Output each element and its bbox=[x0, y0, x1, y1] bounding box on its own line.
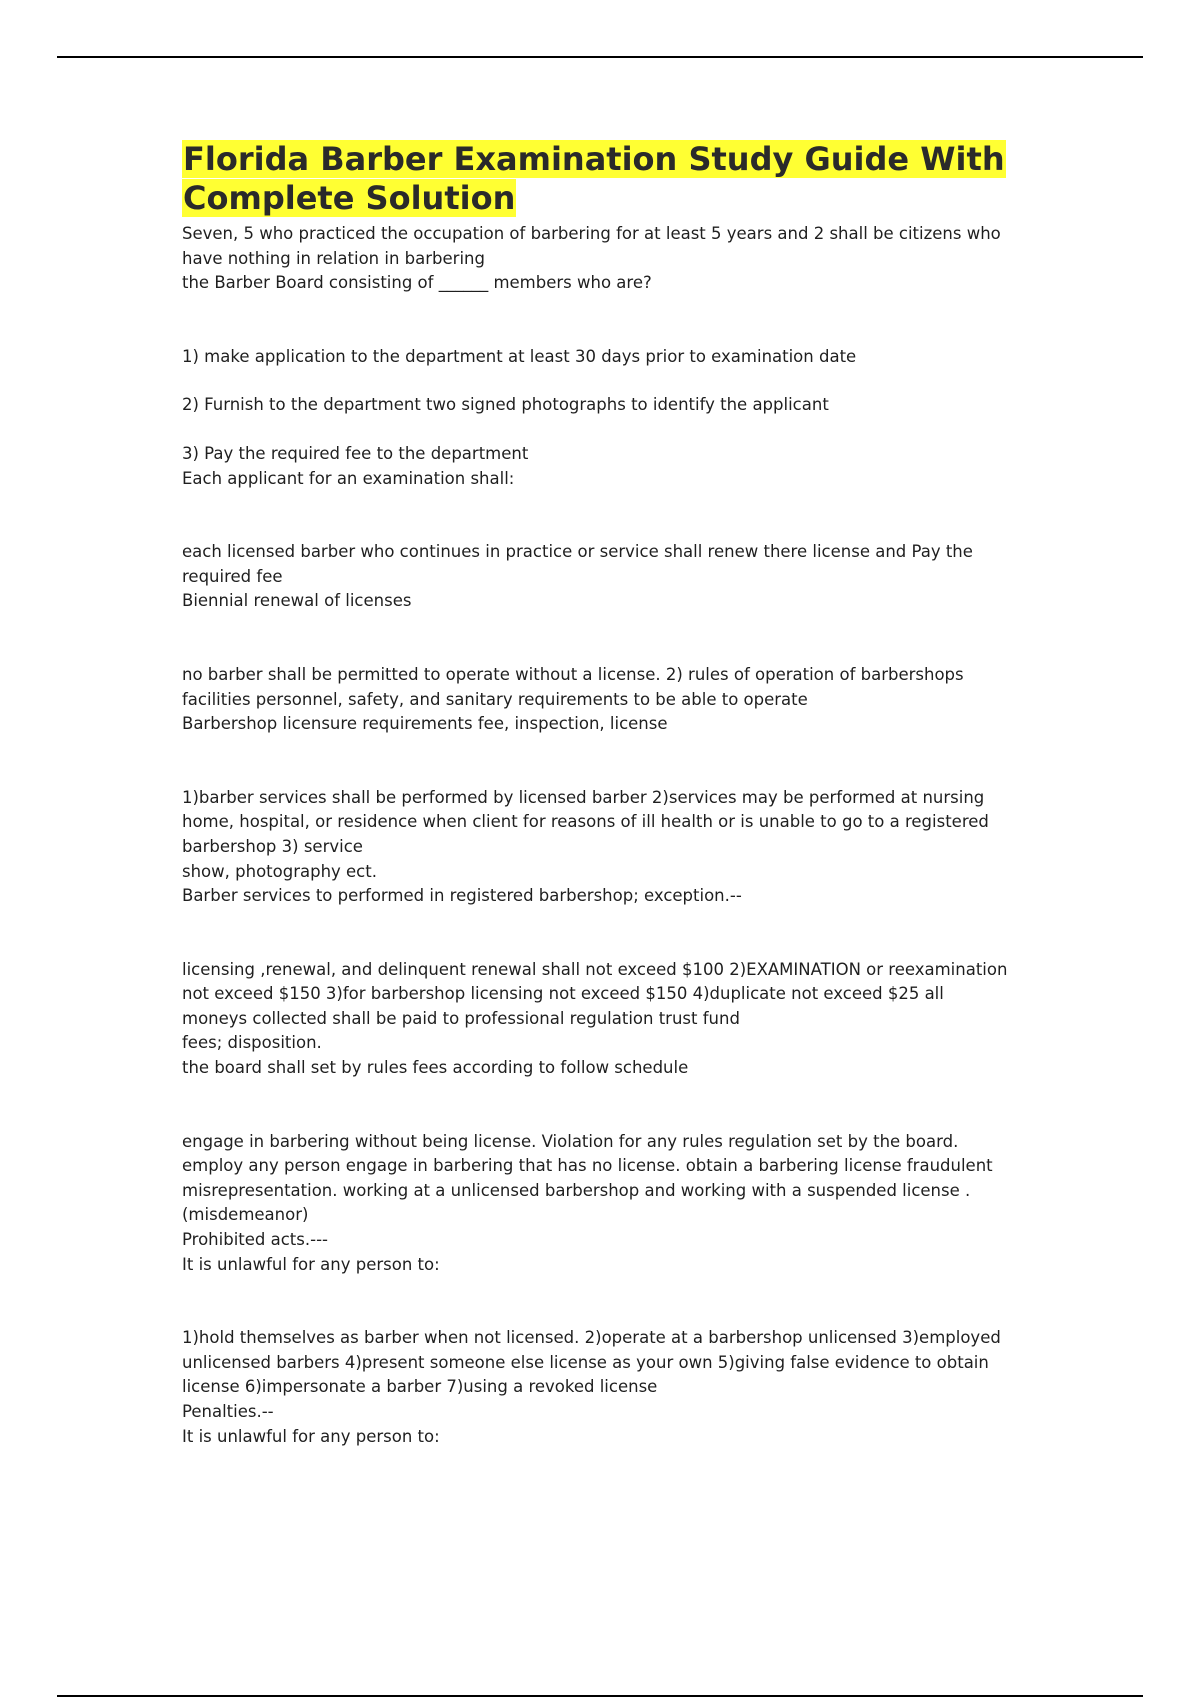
answer-text: show, photography ect. bbox=[182, 861, 377, 881]
question-text: Each applicant for an examination shall: bbox=[182, 468, 515, 488]
qa-entry bbox=[182, 540, 1014, 614]
answer-text: 2) Furnish to the department two signed photographs to identify the applicant bbox=[182, 395, 829, 415]
document-body bbox=[182, 140, 1014, 1449]
question-text: It is unlawful for any person to: bbox=[182, 1254, 440, 1274]
question-text: It is unlawful for any person to: bbox=[182, 1426, 440, 1446]
answer-text: licensing ,renewal, and delinquent renewal shall not exceed $100 2)EXAMINATION or reexamination not exceed $150 3)for barbershop licensing not exceed $150 4)duplicate not exceed $25 all moneys collected shall be paid to professional regulation trust fund bbox=[182, 959, 1008, 1028]
question-text: Biennial renewal of licenses bbox=[182, 591, 412, 611]
blank-line bbox=[182, 418, 1014, 442]
answer-text: engage in barbering without being license. Violation for any rules regulation set by the board. employ any person engage in barbering that has no license. obtain a barbering license fraudulent misrepresentation. working at a unlicensed barbershop and working with a suspended license . (misdemeanor) bbox=[182, 1131, 993, 1225]
title-highlight: Florida Barber Examination Study Guide With Complete Solution bbox=[183, 140, 1005, 217]
question-text: the Barber Board consisting of ______ members who are? bbox=[182, 273, 652, 293]
answer-text: 1)hold themselves as barber when not licensed. 2)operate at a barbershop unlicensed 3)employed unlicensed barbers 4)present someone else license as your own 5)giving false evidence to obtain license 6)impersonate a barber 7)using a revoked license bbox=[182, 1328, 1001, 1397]
bottom-rule bbox=[57, 1695, 1143, 1697]
qa-entry bbox=[182, 786, 1014, 909]
question-text: the board shall set by rules fees according to follow schedule bbox=[182, 1058, 689, 1078]
question-text: fees; disposition. bbox=[182, 1033, 322, 1053]
question-text: Penalties.-- bbox=[182, 1402, 274, 1421]
answer-text: 1)barber services shall be performed by licensed barber 2)services may be performed at nursing home, hospital, or residence when client for reasons of ill health or is unable to go to a registered barbershop 3) service bbox=[182, 787, 989, 856]
question-text: Prohibited acts.--- bbox=[182, 1230, 328, 1250]
qa-entry bbox=[182, 663, 1014, 737]
question-text: Barber services to performed in registered barbershop; exception.-- bbox=[182, 886, 742, 906]
answer-text: 1) make application to the department at least 30 days prior to examination date bbox=[182, 346, 857, 366]
blank-line bbox=[182, 369, 1014, 393]
qa-entry bbox=[182, 958, 1014, 1081]
qa-entry bbox=[182, 222, 1014, 296]
question-text: Barbershop licensure requirements fee, inspection, license bbox=[182, 714, 668, 734]
qa-entry bbox=[182, 345, 1014, 491]
qa-entry bbox=[182, 1326, 1014, 1449]
answer-text: Seven, 5 who practiced the occupation of barbering for at least 5 years and 2 shall be citizens who have nothing in relation in barbering bbox=[182, 224, 1001, 268]
top-rule bbox=[57, 56, 1143, 58]
answer-text: 3) Pay the required fee to the department bbox=[182, 443, 529, 463]
document-title bbox=[182, 140, 1014, 218]
qa-entry bbox=[182, 1130, 1014, 1278]
answer-text: no barber shall be permitted to operate without a license. 2) rules of operation of barbershops facilities personnel, safety, and sanitary requirements to be able to operate bbox=[182, 664, 964, 709]
answer-text: each licensed barber who continues in practice or service shall renew there license and Pay the required fee bbox=[182, 542, 973, 586]
qa-list bbox=[182, 222, 1014, 1449]
